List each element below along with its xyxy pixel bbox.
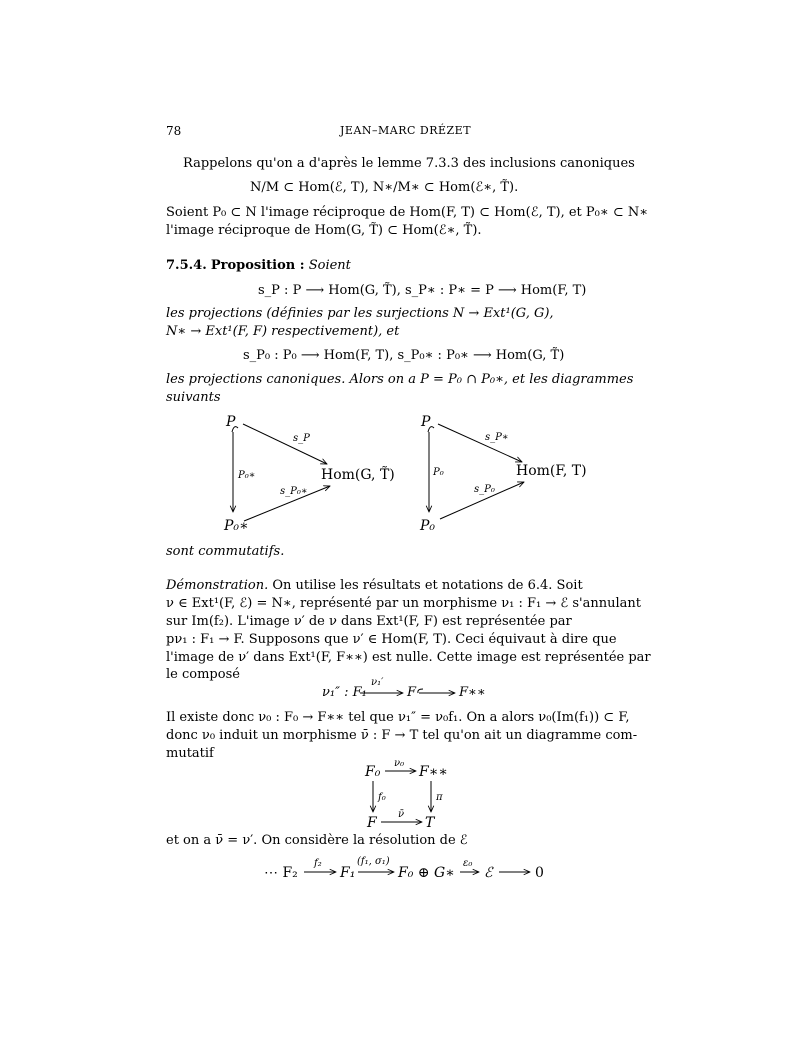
proposition-line-c: les projections canoniques. Alors on a P = P₀ ∩ P₀∗, et les diagrammes [166,372,634,387]
proposition-lead: Soient [308,258,351,273]
square-tl: F₀ [365,764,381,780]
diagram-right [419,414,587,534]
square-bottom-label: ν̄ [398,809,405,820]
diagram-right-left-label: P₀ [433,467,444,478]
diagram-left-left-label: P₀∗ [238,470,256,481]
proposition-line-d: suivants [166,390,221,405]
compose-rhs: F∗∗ [459,685,486,700]
diagram-right-bottom-label: s_P₀ [474,484,495,495]
proposition-line-a: les projections (définies par les surjections N → Ext¹(G, G), [166,306,554,321]
diagram-left [223,414,395,534]
square-left-label: f₀ [378,792,386,803]
proposition-display-2: s_P₀ : P₀ ⟶ Hom(F, T), s_P₀∗ : P₀∗ ⟶ Hom(G, T̃) [243,348,565,363]
intro-line-3: l'image réciproque de Hom(G, T̃) ⊂ Hom(ℰ∗, T̃). [166,223,482,238]
proof-line-9: mutatif [166,746,214,761]
page-number: 78 [166,124,182,138]
compose-arrow-label: ν₁′ [371,677,384,688]
proposition-display-1: s_P : P ⟶ Hom(G, T̃), s_P∗ : P∗ = P ⟶ Hom(F, T) [258,283,587,298]
square-br: T [425,815,435,831]
resolution-n3: ℰ [484,865,493,881]
proof-label: Démonstration. [166,578,269,593]
diagram-right-right: Hom(F, T) [516,463,587,479]
square-top-label: ν₀ [394,758,405,769]
diagram-left-top: P [226,414,236,430]
resolution-label-1: f₂ [314,858,322,869]
resolution-start: ⋯ F₂ [264,865,298,881]
resolution-label-2: (f₁, σ₁) [357,856,390,867]
proof-line-6: le composé [166,667,240,682]
diagram-left-top-arrow [243,424,327,464]
intro-line-1: Rappelons qu'on a d'après le lemme 7.3.3 des inclusions canoniques [183,156,635,171]
proof-line-8: donc ν₀ induit un morphisme ν̄ : F → T tel qu'on ait un diagramme com- [166,728,638,743]
square-tr: F∗∗ [419,764,448,780]
proof-line-4: pν₁ : F₁ → F. Supposons que ν′ ∈ Hom(F, T). Ceci équivaut à dire que [166,632,617,647]
proof-line-7: Il existe donc ν₀ : F₀ → F∗∗ tel que ν₁″ = ν₀f₁. On a alors ν₀(Im(f₁)) ⊂ F, [166,710,630,725]
resolution-n1: F₁ [340,865,356,881]
intro-display: N/M ⊂ Hom(ℰ, T), N∗/M∗ ⊂ Hom(ℰ∗, T̃). [250,180,519,195]
resolution [264,856,544,881]
resolution-n4: 0 [535,865,544,881]
compose-lhs: ν₁″ : F₁ [322,685,367,700]
diagram-left-right: Hom(G, T̃) [321,467,395,483]
diagram-left-bottom-label: s_P₀∗ [280,486,308,497]
compose-hook [418,689,423,693]
proof-line-1 [166,578,583,593]
resolution-label-3: ε₀ [463,858,473,869]
diagram-right-top: P [421,414,431,430]
running-title: JEAN–MARC DRÉZET [340,124,472,137]
square-right-label: π [436,792,443,803]
diagram-right-top-arrow [438,424,522,462]
diagram-right-bottom: P₀ [420,518,436,534]
diagram-right-top-label: s_P∗ [485,432,509,443]
commutative-square [364,758,448,831]
square-bl: F [367,815,377,831]
proof-line-10: et on a ν̄ = ν′. On considère la résolution de ℰ [166,833,468,848]
proof-line-2: ν ∈ Ext¹(F, ℰ) = N∗, représenté par un morphisme ν₁ : F₁ → ℰ s'annulant [166,596,641,611]
proof-line-3: sur Im(f₂). L'image ν′ de ν dans Ext¹(F, F) est représentée par [166,614,572,629]
compose-mid: F [407,685,417,700]
proposition-after: sont commutatifs. [166,544,285,559]
intro-line-2: Soient P₀ ⊂ N l'image réciproque de Hom(F, T) ⊂ Hom(ℰ, T), et P₀∗ ⊂ N∗ [166,205,649,220]
proposition-number: 7.5.4. [166,258,207,273]
proposition-title: Proposition : [210,258,305,273]
proposition-line-b: N∗ → Ext¹(F, F) respectivement), et [166,324,400,339]
proof-line-5: l'image de ν′ dans Ext¹(F, F∗∗) est nulle. Cette image est représentée par [166,650,651,665]
resolution-n2: F₀ ⊕ G∗ [398,865,455,881]
proof-line-1-text: On utilise les résultats et notations de 6.4. Soit [272,578,583,593]
diagram-left-bottom: P₀∗ [224,518,249,534]
diagram-left-top-label: s_P [293,433,310,444]
